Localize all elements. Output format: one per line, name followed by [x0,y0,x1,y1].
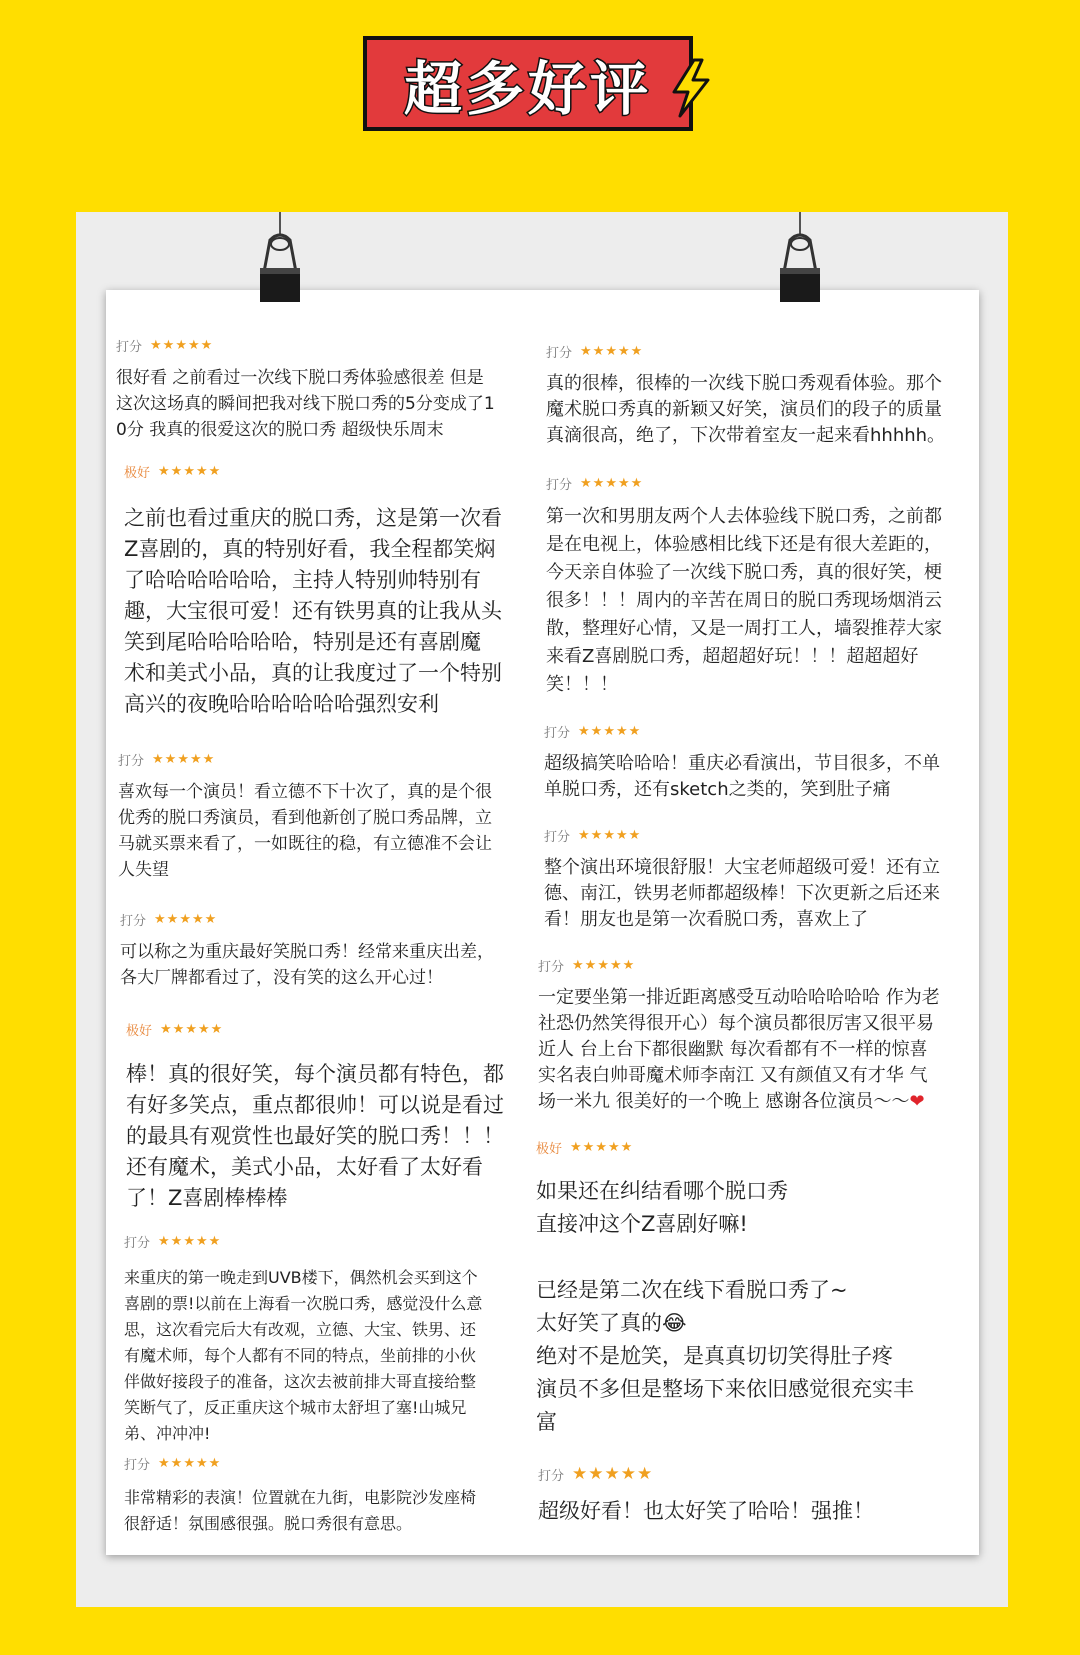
review-text: 超级搞笑哈哈哈！重庆必看演出，节目很多，不单 单脱口秀，还有sketch之类的，笑到肚子痛 [544,753,940,800]
review-card [546,474,976,699]
review-text: 棒！真的很好笑，每个演员都有特色，都 有好多笑点，重点都很帅！可以说是看过 的最具有观赏性也最好笑的脱口秀！！！ 还有魔术，美式小品，太好看了太好看 了！Z喜剧棒棒棒 [126,1062,504,1210]
rating-label: 打分 [546,346,573,361]
star-rating-icon: ★★★★★ [154,912,218,927]
star-rating-icon: ★★★★★ [570,1140,634,1155]
review-text: 如果还在纠结看哪个脱口秀 直接冲这个Z喜剧好嘛! 已经是第二次在线下看脱口秀了~ 太好笑了真的😂 绝对不是尬笑，是真真切切笑得肚子疼 演员不多但是整场下来依旧感觉很充实丰 富 [536,1179,914,1434]
review-card [536,1138,976,1439]
review-text-body: 一定要坐第一排近距离感受互动哈哈哈哈哈 作为老 社恐仍然笑得很开心）每个演员都很厉害又很平易 近人 台上台下都很幽默 每次看都有不一样的惊喜 实名表白帅哥魔术师李南江 又有颜值又有才华 气 场一米九 很美好的一个晚上 感谢各位演员～～ [538,987,940,1112]
rating-label: 打分 [544,726,571,741]
rating-label: 打分 [120,914,147,929]
review-card [538,956,974,1115]
review-text: 超级好看！也太好笑了哈哈！强推！ [538,1499,874,1523]
binder-clip-icon [252,212,308,304]
review-text: 真的很棒，很棒的一次线下脱口秀观看体验。那个 魔术脱口秀真的新颖又好笑，演员们的段子的质量 真滴很高，绝了，下次带着室友一起来看hhhhh。 [546,373,946,446]
rating-label: 极好 [124,466,151,481]
star-rating-icon: ★★★★★ [580,476,644,491]
rating-label: 打分 [538,1468,565,1484]
review-card [118,750,538,883]
review-text: 可以称之为重庆最好笑脱口秀！经常来重庆出差， 各大厂牌都看过了，没有笑的这么开心过！ [120,942,494,988]
star-rating-icon: ★★★★★ [578,828,642,843]
star-rating-icon: ★★★★★ [158,1456,222,1471]
star-rating-icon: ★★★★★ [160,1022,224,1037]
review-card [126,1020,536,1214]
rating-label: 打分 [546,478,573,493]
rating-label: 打分 [116,340,143,355]
review-card [544,826,974,933]
review-text: 很好看 之前看过一次线下脱口秀体验感很差 但是 这次这场真的瞬间把我对线下脱口秀的5分变成了1 0分 我真的很爱这次的脱口秀 超级快乐周末 [116,368,495,440]
rating-label: 极好 [536,1142,563,1157]
review-text: 之前也看过重庆的脱口秀，这是第一次看 Z喜剧的，真的特别好看，我全程都笑焖 了哈哈哈哈哈哈，主持人特别帅特别有 趣，大宝很可爱！还有铁男真的让我从头 笑到尾哈哈哈哈哈，特别是还有喜剧魔 术和美式小品，真的让我度过了一个特别 高兴的夜晚哈哈哈哈哈哈强烈安利 [124,506,502,716]
review-card [116,336,536,443]
review-card [124,1232,534,1447]
star-rating-icon: ★★★★★ [158,1234,222,1249]
review-card [544,722,974,803]
star-rating-icon: ★★★★★ [150,338,214,353]
review-card [120,910,540,991]
review-card [538,1464,968,1527]
review-card [124,462,534,720]
star-rating-icon: ★★★★★ [578,724,642,739]
star-rating-icon: ★★★★★ [158,464,222,479]
lightning-bolt-icon [668,58,714,118]
rating-label: 打分 [538,960,565,975]
star-rating-icon: ★★★★★ [572,958,636,973]
banner-title: 超多好评 [403,54,652,123]
title-banner [363,36,693,131]
rating-label: 打分 [544,830,571,845]
review-text: 非常精彩的表演！位置就在九街，电影院沙发座椅 很舒适！氛围感很强。脱口秀很有意思。 [124,1488,477,1533]
review-card [124,1454,534,1537]
rating-label: 打分 [124,1458,151,1473]
binder-clip-icon [772,212,828,304]
review-text: 喜欢每一个演员！看立德不下十次了，真的是个很 优秀的脱口秀演员，看到他新创了脱口秀品牌，立 马就买票来看了，一如既往的稳，有立德准不会让 人失望 [118,782,492,880]
star-rating-icon: ★★★★★ [572,1464,654,1484]
review-text: 来重庆的第一晚走到UVB楼下，偶然机会买到这个 喜剧的票!以前在上海看一次脱口秀，感觉没什么意 思，这次看完后大有改观，立德、大宝、铁男、还 有魔术师，每个人都有不同的特点，坐前排的小伙 伴做好接段子的准备，这次去被前排大哥直接给整 笑断气了，反正重庆这个城市太舒坦了塞!山城兄 弟、冲冲冲! [124,1268,483,1443]
review-card [546,342,976,449]
review-text [538,985,974,1115]
rating-label: 极好 [126,1024,153,1039]
star-rating-icon: ★★★★★ [580,344,644,359]
star-rating-icon: ★★★★★ [152,752,216,767]
rating-label: 打分 [124,1236,151,1251]
review-text: 第一次和男朋友两个人去体验线下脱口秀，之前都 是在电视上，体验感相比线下还是有很大差距的， 今天亲自体验了一次线下脱口秀，真的很好笑，梗 很多！！！周内的辛苦在周日的脱口秀现场烟消云 散，整理好心情，又是一周打工人，墙裂推荐大家 来看Z喜剧脱口秀，超超超好玩！！！超超超好 笑！！！ [546,506,942,695]
review-text: 整个演出环境很舒服！大宝老师超级可爱！还有立 德、南江，铁男老师都超级棒！下次更新之后还来 看！朋友也是第一次看脱口秀，喜欢上了 [544,857,940,930]
heart-emoji-icon: ❤ [909,1091,925,1112]
rating-label: 打分 [118,754,145,769]
